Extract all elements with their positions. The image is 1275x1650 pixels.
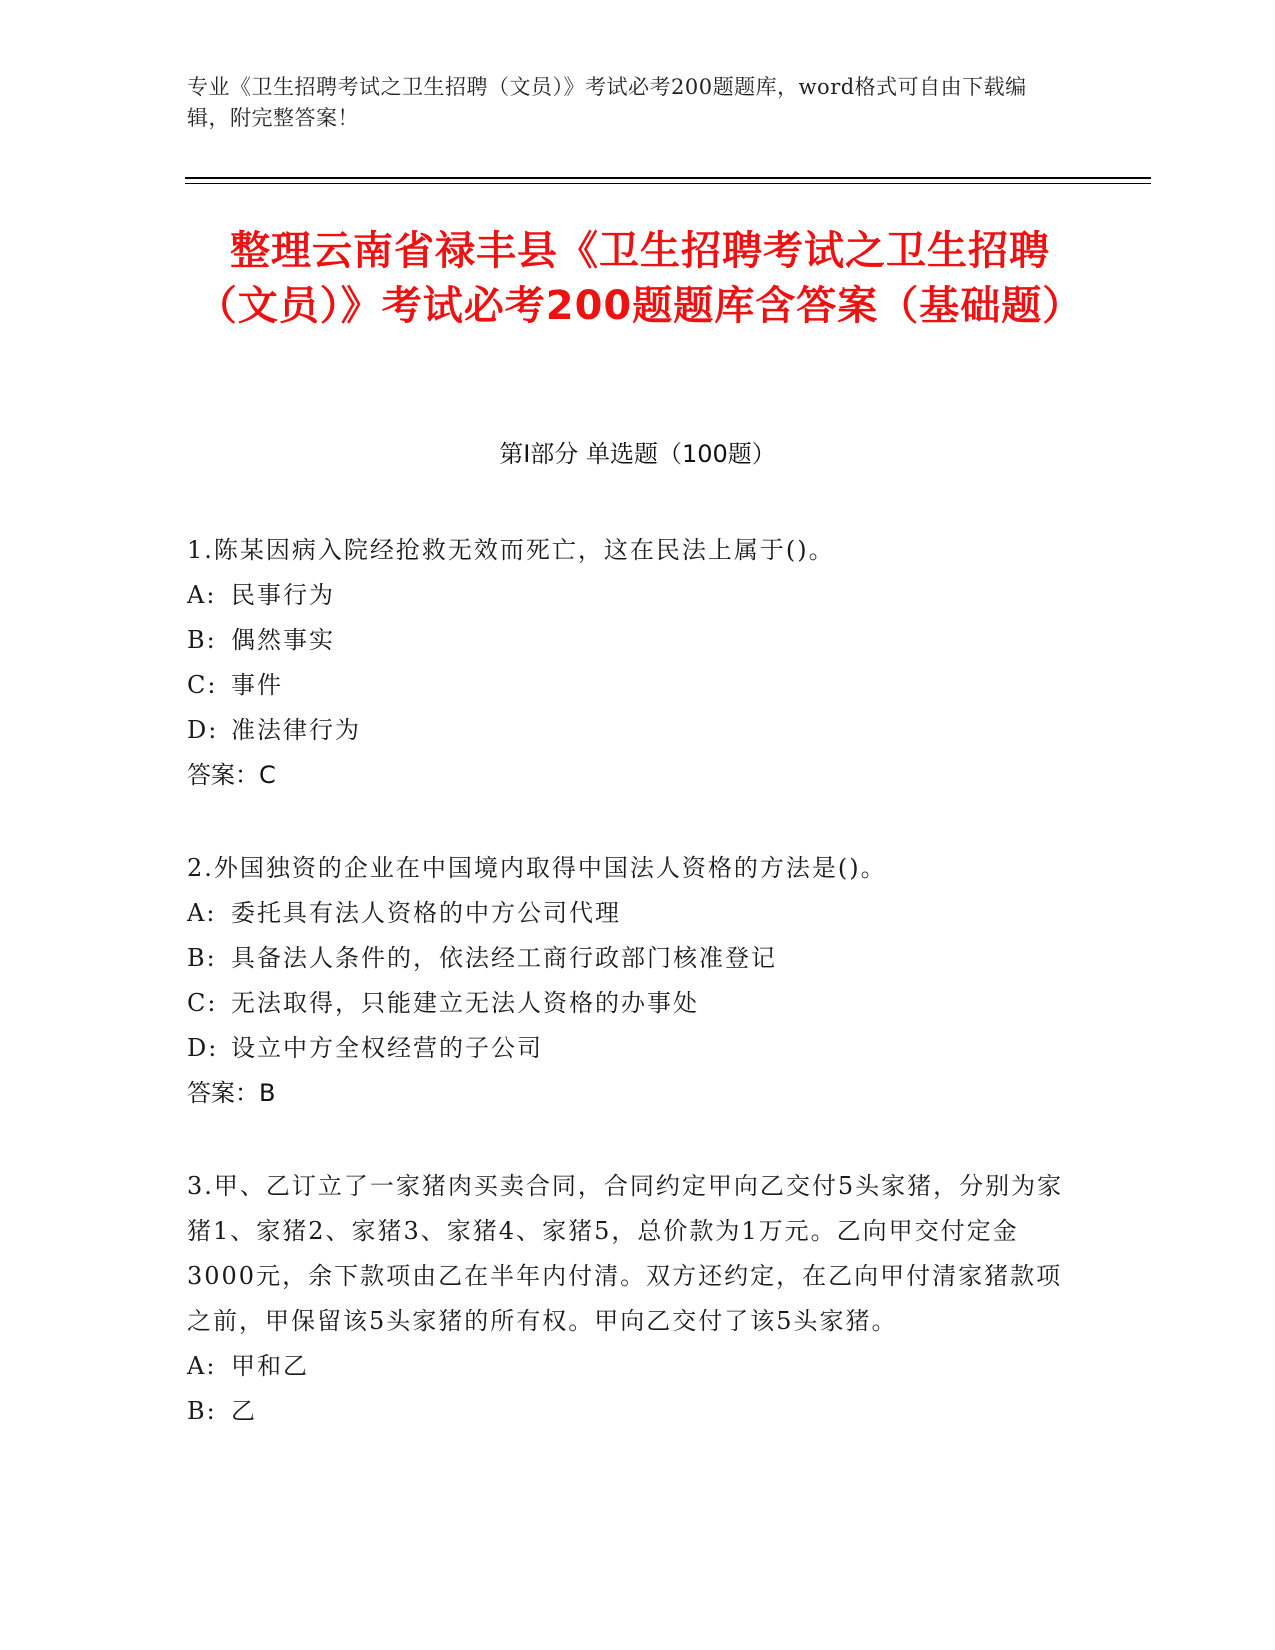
option-text: 设立中方全权经营的子公司 <box>231 1034 543 1062</box>
header-divider-thin <box>185 183 1151 184</box>
option-b <box>187 618 1087 663</box>
option-text: 事件 <box>231 671 283 699</box>
document-title: 整理云南省禄丰县《卫生招聘考试之卫生招聘（文员）》考试必考200题题库含答案（基础题） <box>196 228 1084 329</box>
option-letter: C: <box>187 989 218 1017</box>
option-text: 甲和乙 <box>231 1352 309 1380</box>
option-letter: A: <box>187 899 217 927</box>
option-d <box>187 1026 1087 1071</box>
option-c <box>187 981 1087 1026</box>
question-2 <box>187 846 1087 1116</box>
question-1 <box>187 528 1087 798</box>
option-letter: B: <box>187 626 217 654</box>
option-a <box>187 891 1087 936</box>
option-letter: C: <box>187 671 218 699</box>
answer: 答案：B <box>187 1079 276 1107</box>
option-a <box>187 573 1087 618</box>
option-text: 委托具有法人资格的中方公司代理 <box>231 899 621 927</box>
question-3 <box>187 1164 1087 1434</box>
option-text: 准法律行为 <box>231 716 361 744</box>
option-text: 民事行为 <box>231 581 335 609</box>
question-stem: 2.外国独资的企业在中国境内取得中国法人资格的方法是()。 <box>187 854 887 882</box>
option-b <box>187 936 1087 981</box>
option-letter: A: <box>187 1352 217 1380</box>
option-text: 乙 <box>231 1397 257 1425</box>
option-b <box>187 1389 1087 1434</box>
question-stem: 1.陈某因病入院经抢救无效而死亡，这在民法上属于()。 <box>187 536 835 564</box>
header-divider-thick <box>185 177 1151 179</box>
question-stem: 3.甲、乙订立了一家猪肉买卖合同，合同约定甲向乙交付5头家猪，分别为家猪1、家猪2、家猪3、家猪4、家猪5，总价款为1万元。乙向甲交付定金3000元，余下款项由乙在半年内付清。双方还约定，在乙向甲付清家猪款项之前，甲保留该5头家猪的所有权。甲向乙交付了该5头家猪。 <box>187 1172 1064 1335</box>
option-text: 无法取得，只能建立无法人资格的办事处 <box>231 989 699 1017</box>
section-title: 第I部分 单选题（100题） <box>499 440 776 468</box>
option-letter: D: <box>187 716 219 744</box>
option-letter: D: <box>187 1034 219 1062</box>
option-c <box>187 663 1087 708</box>
option-text: 偶然事实 <box>231 626 335 654</box>
option-text: 具备法人条件的，依法经工商行政部门核准登记 <box>231 944 777 972</box>
option-letter: B: <box>187 944 217 972</box>
option-a <box>187 1344 1087 1389</box>
question-list <box>187 528 1087 1482</box>
option-letter: A: <box>187 581 217 609</box>
option-d <box>187 708 1087 753</box>
header-note: 专业《卫生招聘考试之卫生招聘（文员）》考试必考200题题库，word格式可自由下载编辑，附完整答案！ <box>187 75 1027 130</box>
option-letter: B: <box>187 1397 217 1425</box>
answer: 答案：C <box>187 761 276 789</box>
